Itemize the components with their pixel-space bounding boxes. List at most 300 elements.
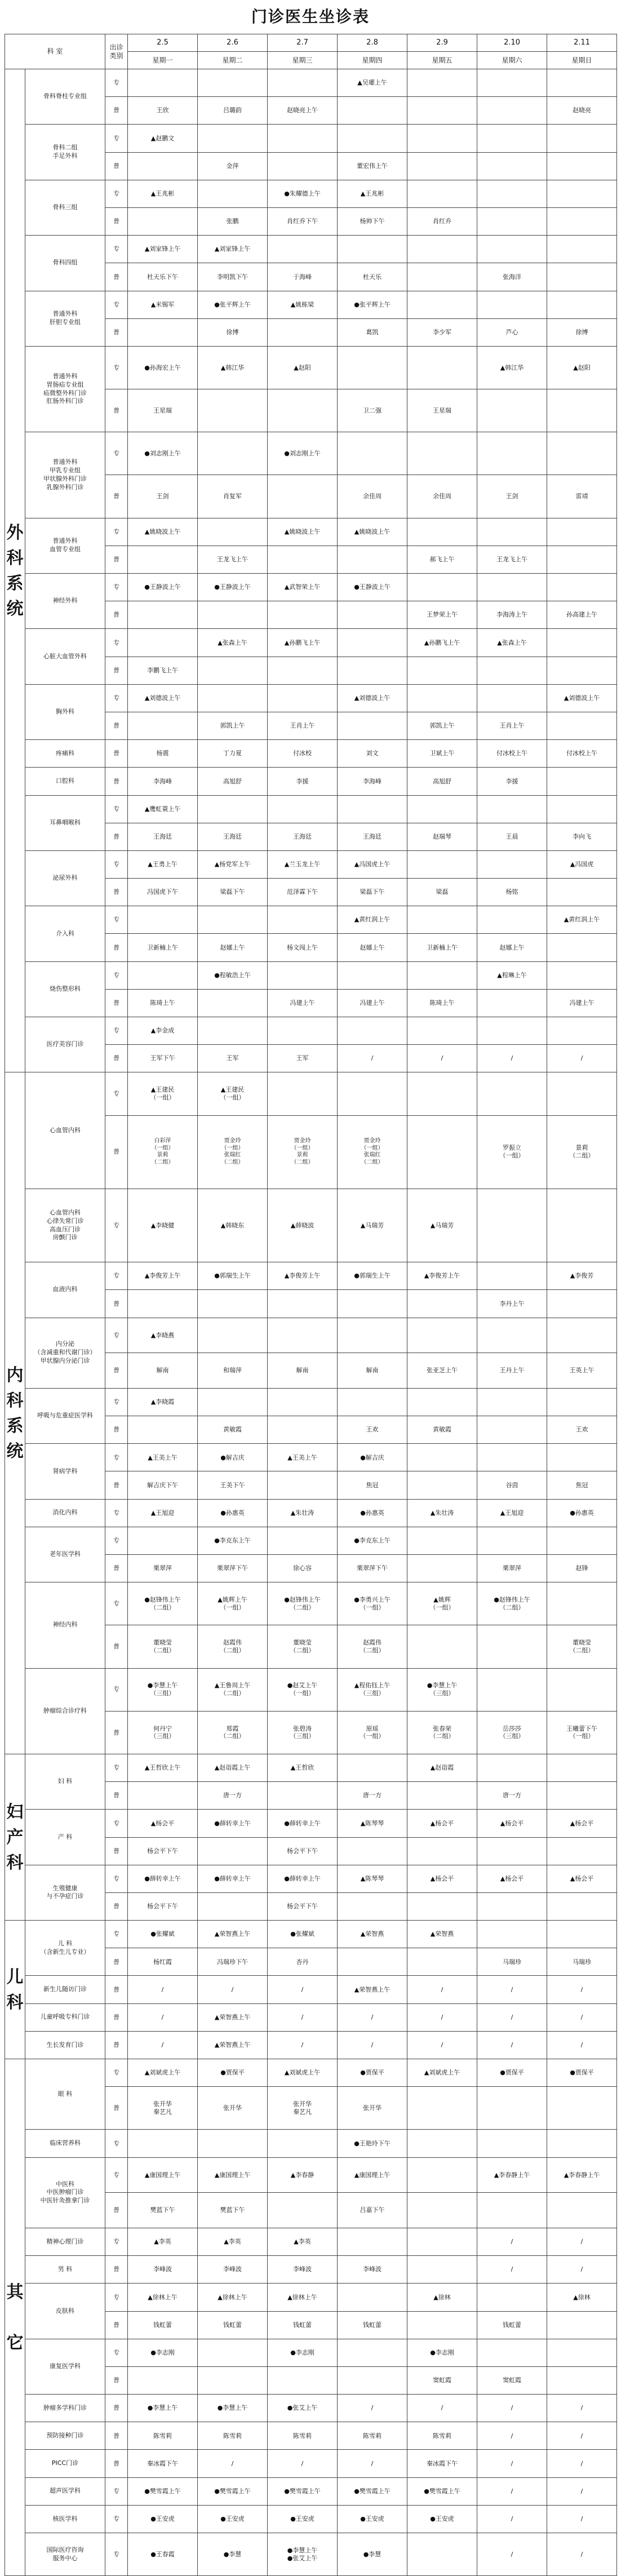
doctor-cell: ▲李俊芳上午 <box>268 1262 338 1290</box>
doctor-cell <box>547 1892 617 1920</box>
doctor-cell <box>268 1782 338 1810</box>
doctor-cell: 岳莎莎 （三组） <box>477 1711 547 1754</box>
doctor-cell <box>338 961 407 989</box>
doctor-cell: ●薛转幸上午 <box>198 1865 268 1892</box>
schedule-row <box>5 1668 617 1711</box>
department-name: 烧伤整形科 <box>25 961 105 1017</box>
doctor-cell: / <box>477 2003 547 2031</box>
doctor-cell <box>407 795 477 823</box>
doctor-cell: / <box>338 2031 407 2059</box>
schedule-row <box>5 2477 617 2505</box>
doctor-cell: / <box>338 2450 407 2477</box>
doctor-cell: / <box>477 2477 547 2505</box>
doctor-cell: 赵晓亮 <box>547 97 617 125</box>
doctor-cell <box>407 346 477 389</box>
doctor-cell <box>477 180 547 207</box>
doctor-cell: 葛凯 <box>338 318 407 346</box>
doctor-cell: 解南 <box>268 1353 338 1389</box>
visit-type: 专 <box>105 125 128 152</box>
doctor-cell <box>407 1115 477 1189</box>
doctor-cell: 孙高建上午 <box>547 601 617 629</box>
doctor-cell: ▲朱壮涛 <box>268 1499 338 1527</box>
doctor-cell: 樊蓝下午 <box>128 2193 198 2228</box>
doctor-cell <box>407 2193 477 2228</box>
schedule-row <box>5 2505 617 2533</box>
visit-type: 专 <box>105 1499 128 1527</box>
doctor-cell <box>338 125 407 152</box>
doctor-cell: ●王静波上午 <box>198 574 268 601</box>
doctor-cell <box>338 1892 407 1920</box>
schedule-table <box>5 34 617 2576</box>
department-name: 血液内科 <box>25 1262 105 1318</box>
doctor-cell <box>407 263 477 291</box>
visit-type: 专 <box>105 906 128 934</box>
schedule-row <box>5 1388 617 1416</box>
doctor-cell: 徐心容 <box>268 1555 338 1582</box>
doctor-cell <box>477 906 547 934</box>
doctor-cell: 赵霞伟 （二组） <box>198 1625 268 1668</box>
schedule-row <box>5 346 617 389</box>
schedule-row <box>5 2003 617 2031</box>
doctor-cell: / <box>268 2450 338 2477</box>
doctor-cell <box>128 2366 198 2394</box>
doctor-cell: ▲荣智燕上午 <box>198 2003 268 2031</box>
visit-type: 普 <box>105 1711 128 1754</box>
doctor-cell: 王梦荣上午 <box>407 601 477 629</box>
doctor-cell: ●郭瑞生上午 <box>338 1262 407 1290</box>
doctor-cell <box>128 712 198 739</box>
doctor-cell <box>547 1837 617 1865</box>
doctor-cell: 景莉 （二组） <box>547 1115 617 1189</box>
schedule-row <box>5 1072 617 1115</box>
doctor-cell: 王剑 <box>477 475 547 518</box>
doctor-cell: ▲王勇上午 <box>128 850 198 878</box>
doctor-cell: 张开华 <box>198 2087 268 2130</box>
doctor-cell <box>407 684 477 712</box>
doctor-cell: ●赵艾上午 （一组） <box>268 1668 338 1711</box>
doctor-cell: ▲王哲欣 <box>268 1754 338 1781</box>
doctor-cell: / <box>547 2533 617 2576</box>
doctor-cell <box>268 1527 338 1554</box>
doctor-cell <box>128 961 198 989</box>
doctor-cell: ●李慧 <box>198 2533 268 2576</box>
doctor-cell: 解吉庆下午 <box>128 1471 198 1499</box>
doctor-cell: / <box>547 2031 617 2059</box>
doctor-cell <box>128 207 198 235</box>
doctor-cell: 杨会平下午 <box>268 1837 338 1865</box>
doctor-cell: ●解吉庆 <box>198 1444 268 1471</box>
doctor-cell: 王晨 <box>477 823 547 850</box>
doctor-cell: ▲徐林 <box>407 2284 477 2311</box>
visit-type: 专 <box>105 629 128 657</box>
doctor-cell: 王星瑞 <box>407 389 477 432</box>
doctor-cell: 付冰校上午 <box>477 740 547 768</box>
doctor-cell <box>407 1471 477 1499</box>
schedule-row <box>5 2228 617 2255</box>
doctor-cell: ●孙惠英 <box>338 1499 407 1527</box>
department-name: 医疗美容门诊 <box>25 1017 105 1072</box>
doctor-cell: ▲黄红润上午 <box>338 906 407 934</box>
doctor-cell <box>338 1072 407 1115</box>
doctor-cell: ●郭瑞生上午 <box>198 1262 268 1290</box>
department-name: 普通外科 胃肠疝专业组 疝微整外科门诊 肛肠外科门诊 <box>25 346 105 432</box>
doctor-cell: 张开华 秦艺凡 <box>268 2087 338 2130</box>
doctor-cell <box>198 795 268 823</box>
doctor-cell: ●张平辉上午 <box>198 291 268 318</box>
doctor-cell: ▲杨会平 <box>547 1810 617 1837</box>
doctor-cell: ▲鹰虹蓑上午 <box>128 795 198 823</box>
doctor-cell: 芦心 <box>477 318 547 346</box>
doctor-cell: ▲姚晓波上午 <box>268 518 338 546</box>
doctor-cell: ▲康国理上午 <box>198 2157 268 2193</box>
department-name: 普通外科 血管专业组 <box>25 518 105 573</box>
doctor-cell: ▲杨会平 <box>407 1865 477 1892</box>
doctor-cell: 董晓莹 （二组） <box>268 1625 338 1668</box>
doctor-cell <box>477 125 547 152</box>
doctor-cell <box>407 2157 477 2193</box>
doctor-cell: / <box>198 2450 268 2477</box>
visit-type: 专 <box>105 2533 128 2576</box>
doctor-cell: ▲杨会平 <box>477 1810 547 1837</box>
doctor-cell: ▲姚晓波上午 <box>338 518 407 546</box>
visit-type: 专 <box>105 1582 128 1625</box>
visit-type: 普 <box>105 2311 128 2339</box>
header-date-row <box>5 34 617 52</box>
doctor-cell: 王海廷 <box>338 823 407 850</box>
visit-type: 专 <box>105 2284 128 2311</box>
doctor-cell <box>407 1290 477 1318</box>
doctor-cell <box>547 1582 617 1625</box>
doctor-cell <box>338 657 407 684</box>
doctor-cell: / <box>128 2031 198 2059</box>
doctor-cell <box>477 850 547 878</box>
doctor-cell <box>198 657 268 684</box>
visit-type: 普 <box>105 989 128 1017</box>
department-name: 生殖健康 与不孕症门诊 <box>25 1865 105 1920</box>
visit-type: 普 <box>105 1290 128 1318</box>
doctor-cell: ▲孙鹏飞上午 <box>407 629 477 657</box>
doctor-cell <box>477 1921 547 1948</box>
doctor-cell <box>407 236 477 263</box>
doctor-cell <box>547 1318 617 1353</box>
doctor-cell <box>407 1388 477 1416</box>
doctor-cell <box>477 2284 547 2311</box>
doctor-cell: ▲朱壮涛 <box>407 1499 477 1527</box>
schedule-row <box>5 1017 617 1045</box>
department-name: 普通外科 肝胆专业组 <box>25 291 105 346</box>
doctor-cell: 王肖上午 <box>268 712 338 739</box>
doctor-cell: ▲姚栋梁 <box>268 291 338 318</box>
doctor-cell <box>477 574 547 601</box>
doctor-cell <box>547 2366 617 2394</box>
doctor-cell: 谷茵 <box>477 1471 547 1499</box>
visit-type: 普 <box>105 2395 128 2422</box>
doctor-cell <box>407 2311 477 2339</box>
doctor-cell <box>407 906 477 934</box>
doctor-cell: 马瑞珍 <box>547 1948 617 1976</box>
doctor-cell <box>547 1189 617 1262</box>
doctor-cell <box>547 69 617 97</box>
doctor-cell <box>268 1388 338 1416</box>
doctor-cell: / <box>268 2031 338 2059</box>
visit-type: 专 <box>105 684 128 712</box>
doctor-cell <box>407 1072 477 1115</box>
doctor-cell: 唐一方 <box>477 1782 547 1810</box>
doctor-cell: / <box>547 2477 617 2505</box>
department-name: 儿 科 （含新生儿专业） <box>25 1921 105 1976</box>
doctor-cell: 董晓莹 （二组） <box>128 1625 198 1668</box>
doctor-cell: 李援 <box>268 768 338 795</box>
doctor-cell <box>407 518 477 546</box>
doctor-cell: ▲李春静上午 <box>477 2157 547 2193</box>
doctor-cell: ▲杨党军上午 <box>198 850 268 878</box>
department-name: 疼痛科 <box>25 740 105 768</box>
doctor-cell: ●孙惠英 <box>547 1499 617 1527</box>
visit-type: 专 <box>105 69 128 97</box>
doctor-cell: 赵娜上午 <box>198 934 268 961</box>
dept-header: 科 室 <box>5 34 105 69</box>
doctor-cell: / <box>547 1045 617 1072</box>
doctor-cell: ▲王兆彬 <box>338 180 407 207</box>
date-header: 2.6 <box>198 34 268 52</box>
doctor-cell <box>477 432 547 475</box>
doctor-cell: 杨震 <box>128 740 198 768</box>
doctor-cell <box>198 69 268 97</box>
doctor-cell: ▲杨会平 <box>547 1865 617 1892</box>
doctor-cell <box>547 389 617 432</box>
doctor-cell: ●贾保平 <box>338 2059 407 2087</box>
schedule-row <box>5 1754 617 1781</box>
schedule-row <box>5 2157 617 2193</box>
doctor-cell <box>268 389 338 432</box>
doctor-cell: 梁磊下午 <box>198 879 268 906</box>
doctor-cell: ▲荣智燕上午 <box>198 2031 268 2059</box>
doctor-cell: ●解吉庆 <box>338 1444 407 1471</box>
doctor-cell: ●李慧上午 （三组） <box>407 1668 477 1711</box>
doctor-cell: 付冰校 <box>268 740 338 768</box>
doctor-cell: / <box>477 2395 547 2422</box>
doctor-cell: 刘文 <box>338 740 407 768</box>
doctor-cell: ●王静波上午 <box>128 574 198 601</box>
department-name: 口腔科 <box>25 768 105 795</box>
doctor-cell <box>477 1318 547 1353</box>
doctor-cell <box>407 2130 477 2157</box>
doctor-cell <box>547 291 617 318</box>
doctor-cell: 王军 <box>268 1045 338 1072</box>
doctor-cell <box>407 97 477 125</box>
doctor-cell: 秦冰霞下午 <box>128 2450 198 2477</box>
schedule-row <box>5 1976 617 2003</box>
doctor-cell <box>407 2533 477 2576</box>
doctor-cell <box>128 906 198 934</box>
doctor-cell: ●张平辉上午 <box>338 291 407 318</box>
doctor-cell: 徐博 <box>198 318 268 346</box>
doctor-cell <box>338 346 407 389</box>
department-name: 泌尿外科 <box>25 850 105 906</box>
doctor-cell: 王欢 <box>547 1416 617 1444</box>
doctor-cell: 何丹宁 （三组） <box>128 1711 198 1754</box>
weekday-header: 星期一 <box>128 52 198 69</box>
doctor-cell <box>198 989 268 1017</box>
doctor-cell <box>128 601 198 629</box>
doctor-cell <box>268 2130 338 2157</box>
doctor-cell: ▲姚辉 （一组） <box>407 1582 477 1625</box>
doctor-cell <box>268 1416 338 1444</box>
doctor-cell <box>547 657 617 684</box>
doctor-cell: ●樊雪霞上午 <box>338 2477 407 2505</box>
doctor-cell: ●李勇兴上午 （一组） <box>338 1582 407 1625</box>
doctor-cell <box>407 1318 477 1353</box>
doctor-cell: / <box>547 2256 617 2284</box>
visit-type: 专 <box>105 1865 128 1892</box>
doctor-cell <box>547 1072 617 1115</box>
doctor-cell <box>477 1892 547 1920</box>
doctor-cell <box>477 1444 547 1471</box>
doctor-cell: / <box>128 1976 198 2003</box>
doctor-cell: ●贾保平 <box>477 2059 547 2087</box>
visit-type: 专 <box>105 518 128 546</box>
visit-type: 专 <box>105 2339 128 2366</box>
department-name: 康复医学科 <box>25 2339 105 2394</box>
doctor-cell: 高旭舒 <box>407 768 477 795</box>
visit-type: 普 <box>105 1892 128 1920</box>
doctor-cell: ▲赵鹏文 <box>128 125 198 152</box>
doctor-cell: ▲杨会平 <box>128 1810 198 1837</box>
doctor-cell: 陈雪莉 <box>338 2422 407 2450</box>
visit-type: 专 <box>105 2477 128 2505</box>
visit-type: 普 <box>105 97 128 125</box>
doctor-cell <box>338 601 407 629</box>
doctor-cell <box>547 207 617 235</box>
doctor-cell: / <box>547 1976 617 2003</box>
doctor-cell <box>198 432 268 475</box>
doctor-cell <box>128 2130 198 2157</box>
doctor-cell: ●李慧上午 <box>128 2395 198 2422</box>
visit-type: 普 <box>105 657 128 684</box>
doctor-cell <box>407 961 477 989</box>
doctor-cell: 焦冠 <box>547 1471 617 1499</box>
doctor-cell: ▲王旭迎 <box>477 1499 547 1527</box>
schedule-row <box>5 2031 617 2059</box>
doctor-cell <box>338 795 407 823</box>
doctor-cell: 李少军 <box>407 318 477 346</box>
doctor-cell: ●李慧上午 （三组） <box>128 1668 198 1711</box>
doctor-cell: ▲李春静 <box>268 2157 338 2193</box>
doctor-cell: 李峰波 <box>128 2256 198 2284</box>
doctor-cell: ▲薛晓波 <box>268 1189 338 1262</box>
doctor-cell: 卫二强 <box>338 389 407 432</box>
group-label: 儿 科 <box>5 1921 25 2059</box>
doctor-cell: 贾金玲 （一组） 张瑞红 （二组） <box>338 1115 407 1189</box>
doctor-cell <box>477 1754 547 1781</box>
doctor-cell: 范泽霖下午 <box>268 879 338 906</box>
doctor-cell: ●薛转幸上午 <box>268 1810 338 1837</box>
doctor-cell: 张开华 秦艺凡 <box>128 2087 198 2130</box>
doctor-cell: ●李慧上午 <box>198 2395 268 2422</box>
doctor-cell <box>547 1444 617 1471</box>
visit-type: 专 <box>105 1527 128 1554</box>
visit-type: 普 <box>105 2366 128 2394</box>
doctor-cell: 王欢 <box>338 1416 407 1444</box>
doctor-cell: 冯国虎下午 <box>128 879 198 906</box>
doctor-cell <box>407 1782 477 1810</box>
doctor-cell <box>547 795 617 823</box>
doctor-cell <box>547 961 617 989</box>
doctor-cell: 赵瑞琴 <box>407 823 477 850</box>
doctor-cell <box>547 236 617 263</box>
doctor-cell: ●薛转幸上午 <box>198 1810 268 1837</box>
doctor-cell: ●李克东上午 <box>198 1527 268 1554</box>
doctor-cell: 吕璐韵 <box>198 97 268 125</box>
doctor-cell: ▲刘斌虎上午 <box>268 2059 338 2087</box>
schedule-row <box>5 236 617 263</box>
doctor-cell: 王龙飞上午 <box>477 546 547 573</box>
doctor-cell <box>547 2311 617 2339</box>
schedule-row <box>5 629 617 657</box>
doctor-cell: ●朱耀德上午 <box>268 180 338 207</box>
doctor-cell <box>477 1189 547 1262</box>
doctor-cell: / <box>407 2395 477 2422</box>
doctor-cell <box>547 2130 617 2157</box>
doctor-cell <box>338 2366 407 2394</box>
doctor-cell: ●张艾上午 <box>268 2395 338 2422</box>
doctor-cell: 王丹上午 <box>477 1353 547 1389</box>
doctor-cell: / <box>477 2533 547 2576</box>
doctor-cell: 陈雪莉 <box>198 2422 268 2450</box>
doctor-cell: / <box>338 2395 407 2422</box>
doctor-cell <box>547 879 617 906</box>
doctor-cell: ▲赵诣霞上午 <box>198 1754 268 1781</box>
doctor-cell: 董晓莹 （二组） <box>547 1625 617 1668</box>
doctor-cell: 钱虹蕾 <box>268 2311 338 2339</box>
doctor-cell: ▲王兆彬 <box>128 180 198 207</box>
doctor-cell <box>268 1290 338 1318</box>
doctor-cell: 樊蓝下午 <box>198 2193 268 2228</box>
visit-type: 普 <box>105 318 128 346</box>
visit-type: 普 <box>105 1837 128 1865</box>
department-name: 骨科二组 手足外科 <box>25 125 105 180</box>
doctor-cell: 冯瑞珍下午 <box>198 1948 268 1976</box>
schedule-row <box>5 2256 617 2284</box>
doctor-cell: 贾金玲 （一组） 景莉 （二组） <box>268 1115 338 1189</box>
date-header: 2.11 <box>547 34 617 52</box>
doctor-cell <box>268 657 338 684</box>
visit-type: 普 <box>105 1471 128 1499</box>
doctor-cell <box>477 657 547 684</box>
schedule-row <box>5 2395 617 2422</box>
doctor-cell <box>477 1668 547 1711</box>
doctor-cell: ▲刘德波上午 <box>338 684 407 712</box>
doctor-cell: 冯建上午 <box>338 989 407 1017</box>
doctor-cell <box>547 1754 617 1781</box>
doctor-cell: 杜天乐 <box>338 263 407 291</box>
doctor-cell <box>407 1555 477 1582</box>
visit-type: 专 <box>105 1668 128 1711</box>
group-label: 妇 产 科 <box>5 1754 25 1920</box>
doctor-cell: 李海峰 <box>338 768 407 795</box>
visit-type: 专 <box>105 1072 128 1115</box>
doctor-cell: 王剑 <box>128 475 198 518</box>
doctor-cell: ▲荣智燕 <box>338 1921 407 1948</box>
doctor-cell: 赵娜上午 <box>338 934 407 961</box>
doctor-cell: / <box>547 2395 617 2422</box>
kind-header: 出诊 类别 <box>105 34 128 69</box>
doctor-cell <box>547 2339 617 2366</box>
visit-type: 专 <box>105 1754 128 1781</box>
doctor-cell: 肖复军 <box>198 475 268 518</box>
schedule-row <box>5 2339 617 2366</box>
doctor-cell: 杨帅下午 <box>338 207 407 235</box>
